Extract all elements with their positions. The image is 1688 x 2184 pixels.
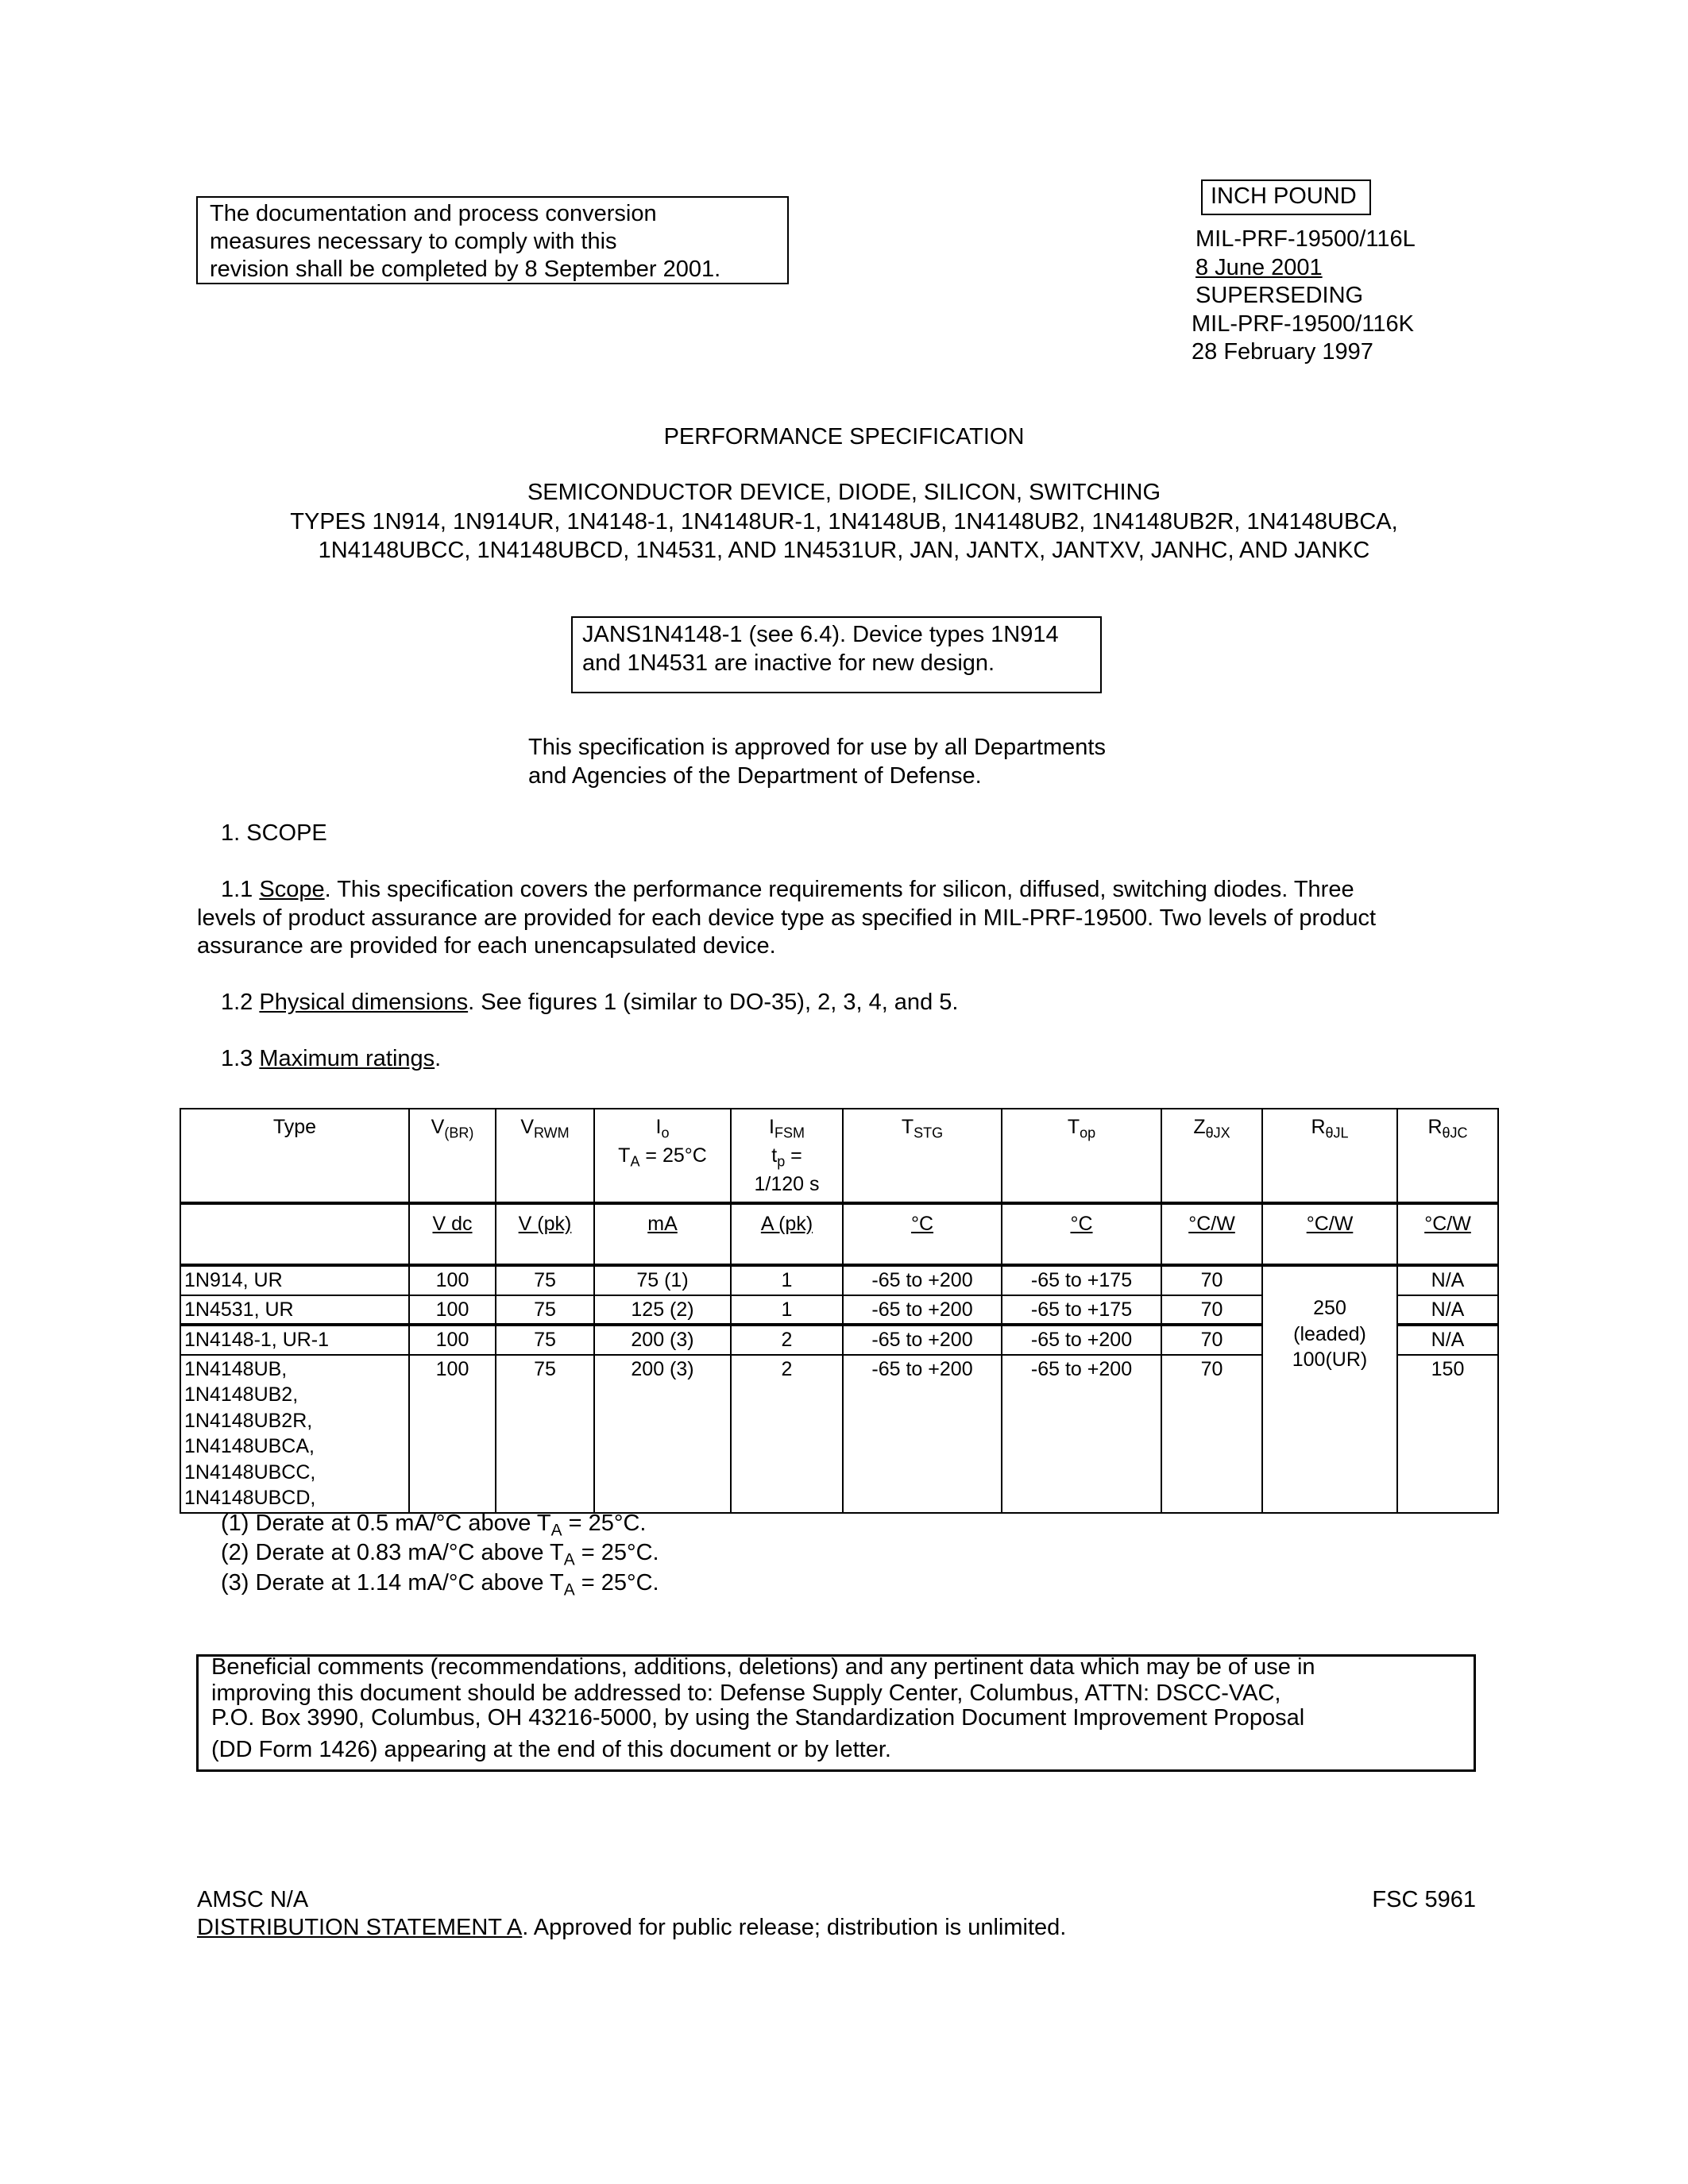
- type-cell: 1N4148-1, UR-1: [180, 1325, 409, 1355]
- conversion-notice-line: revision shall be completed by 8 September 2001.: [210, 257, 721, 282]
- vrwm-cell: 75: [496, 1295, 594, 1325]
- section-scope-heading: 1. SCOPE: [221, 820, 327, 846]
- unit-cell: °C/W: [1397, 1203, 1498, 1265]
- footnote: (2) Derate at 0.83 mA/°C above $T_A = 25^\circ C$.: [221, 1540, 659, 1569]
- header-r-theta-jl: $R_{\theta JL}$: [1262, 1109, 1397, 1203]
- paragraph-1-1: [221, 876, 1354, 904]
- type-cell: 1N4148UB, 1N4148UB2, 1N4148UB2R, 1N4148UBCA, 1N4148UBCC, 1N4148UBCD,: [180, 1355, 409, 1513]
- unit-cell: °C/W: [1262, 1203, 1397, 1265]
- type-cell: 1N914, UR: [180, 1265, 409, 1295]
- paragraph-1-1-line: levels of product assurance are provided for each device type as specified in MIL-PRF-19500. Two levels of product: [197, 905, 1377, 931]
- jans-notice-line: and 1N4531 are inactive for new design.: [582, 650, 995, 676]
- header-type: Type: [180, 1109, 409, 1203]
- distribution-statement: DISTRIBUTION STATEMENT A. Approved for public release; distribution is unlimited.: [197, 1915, 1067, 1940]
- paragraph-1-1-line: assurance are provided for each unencapsulated device.: [197, 933, 776, 959]
- fsc-label: FSC 5961: [1372, 1887, 1476, 1912]
- paragraph-text: . See figures 1 (similar to DO-35), 2, 3, 4, and 5.: [468, 990, 959, 1015]
- z-cell: 70: [1161, 1295, 1262, 1325]
- footnote: (1) Derate at 0.5 mA/°C above $T_A = 25^\circ C$.: [221, 1511, 647, 1540]
- ifsm-cell: 1: [731, 1265, 843, 1295]
- conversion-notice-line: The documentation and process conversion: [210, 201, 657, 226]
- title-line: 1N4148UBCC, 1N4148UBCD, 1N4531, AND 1N4531UR, JAN, JANTX, JANTXV, JANHC, AND JANKC: [318, 538, 1370, 563]
- top-cell: -65 to +200: [1002, 1325, 1161, 1355]
- z-cell: 70: [1161, 1325, 1262, 1355]
- unit-cell: mA: [594, 1203, 731, 1265]
- title-line: SEMICONDUCTOR DEVICE, DIODE, SILICON, SWITCHING: [527, 480, 1161, 505]
- z-cell: 70: [1161, 1355, 1262, 1513]
- rjc-cell: N/A: [1397, 1325, 1498, 1355]
- vbr-cell: 100: [409, 1325, 496, 1355]
- unit-cell: °C: [1002, 1203, 1161, 1265]
- vrwm-cell: 75: [496, 1325, 594, 1355]
- header-vbr: $V_{(BR)}$: [409, 1109, 496, 1203]
- unit-cell: °C: [843, 1203, 1002, 1265]
- table-row: [180, 1265, 1498, 1295]
- paragraph-text: . This specification covers the performance requirements for silicon, diffused, switching diodes. Three: [324, 877, 1354, 902]
- document-date: 8 June 2001: [1196, 255, 1323, 280]
- paragraph-title: Physical dimensions: [259, 990, 469, 1015]
- comments-line: (DD Form 1426) appearing at the end of this document or by letter.: [211, 1737, 891, 1762]
- top-cell: -65 to +175: [1002, 1265, 1161, 1295]
- document-id: MIL-PRF-19500/116L: [1196, 226, 1416, 252]
- ifsm-cell: 2: [731, 1325, 843, 1355]
- tstg-cell: -65 to +200: [843, 1295, 1002, 1325]
- paragraph-text: .: [435, 1046, 442, 1071]
- paragraph-number: 1.1: [221, 877, 260, 902]
- io-cell: 75 (1): [594, 1265, 731, 1295]
- page-heading: PERFORMANCE SPECIFICATION: [663, 424, 1025, 450]
- maximum-ratings-table: [180, 1108, 1499, 1514]
- header-vrwm: $V_{RWM}$: [496, 1109, 594, 1203]
- r-theta-jl-cell: 250 (leaded) 100(UR): [1262, 1265, 1397, 1513]
- conversion-notice-line: measures necessary to comply with this: [210, 229, 617, 254]
- table-units-row: [180, 1203, 1498, 1265]
- paragraph-1-2: [221, 989, 958, 1017]
- rjc-cell: N/A: [1397, 1265, 1498, 1295]
- tstg-cell: -65 to +200: [843, 1325, 1002, 1355]
- paragraph-title: Maximum ratings: [259, 1046, 435, 1071]
- approval-line: This specification is approved for use by all Departments: [528, 735, 1106, 760]
- superseded-document-id: MIL-PRF-19500/116K: [1192, 311, 1414, 337]
- ifsm-cell: 2: [731, 1355, 843, 1513]
- table-header-row: [180, 1109, 1498, 1203]
- comments-line: P.O. Box 3990, Columbus, OH 43216-5000, by using the Standardization Document Improvement Proposal: [211, 1705, 1305, 1731]
- approval-line: and Agencies of the Department of Defense.: [528, 763, 982, 789]
- rjc-cell: 150: [1397, 1355, 1498, 1513]
- io-cell: 200 (3): [594, 1325, 731, 1355]
- unit-cell: A (pk): [731, 1203, 843, 1265]
- unit-cell: [180, 1203, 409, 1265]
- superseding-label: SUPERSEDING: [1196, 283, 1364, 308]
- paragraph-number: 1.3: [221, 1046, 260, 1071]
- io-cell: 200 (3): [594, 1355, 731, 1513]
- top-cell: -65 to +175: [1002, 1295, 1161, 1325]
- superseded-document-date: 28 February 1997: [1192, 339, 1373, 365]
- footnote: (3) Derate at 1.14 mA/°C above $T_A = 25^\circ C$.: [221, 1570, 659, 1599]
- z-cell: 70: [1161, 1265, 1262, 1295]
- type-cell: 1N4531, UR: [180, 1295, 409, 1325]
- paragraph-title: Scope: [259, 877, 325, 902]
- io-cell: 125 (2): [594, 1295, 731, 1325]
- ifsm-cell: 1: [731, 1295, 843, 1325]
- vbr-cell: 100: [409, 1265, 496, 1295]
- title-line: TYPES 1N914, 1N914UR, 1N4148-1, 1N4148UR-1, 1N4148UB, 1N4148UB2, 1N4148UB2R, 1N4148UBCA,: [290, 509, 1398, 534]
- vrwm-cell: 75: [496, 1265, 594, 1295]
- top-cell: -65 to +200: [1002, 1355, 1161, 1513]
- header-io: $I_o$ $T_A = 25^\circ C$: [594, 1109, 731, 1203]
- amsc-label: AMSC N/A: [197, 1887, 309, 1912]
- header-r-theta-jc: $R_{\theta JC}$: [1397, 1109, 1498, 1203]
- unit-cell: V dc: [409, 1203, 496, 1265]
- header-z-thermal: $Z_{\theta JX}$: [1161, 1109, 1262, 1203]
- unit-cell: °C/W: [1161, 1203, 1262, 1265]
- header-top: $T_{op}$: [1002, 1109, 1161, 1203]
- paragraph-1-3: [221, 1045, 441, 1073]
- tstg-cell: -65 to +200: [843, 1265, 1002, 1295]
- tstg-cell: -65 to +200: [843, 1355, 1002, 1513]
- vbr-cell: 100: [409, 1355, 496, 1513]
- paragraph-number: 1.2: [221, 990, 260, 1015]
- header-ifsm: $I_{FSM}$ $t_p$ = 1/120 s: [731, 1109, 843, 1203]
- jans-notice-line: JANS1N4148-1 (see 6.4). Device types 1N914: [582, 622, 1059, 647]
- header-tstg: $T_{STG}$: [843, 1109, 1002, 1203]
- rjc-cell: N/A: [1397, 1295, 1498, 1325]
- vbr-cell: 100: [409, 1295, 496, 1325]
- comments-line: improving this document should be addressed to: Defense Supply Center, Columbus, ATTN: DSCC-VAC,: [211, 1680, 1281, 1706]
- comments-line: Beneficial comments (recommendations, additions, deletions) and any pertinent data which may be of use in: [211, 1654, 1315, 1680]
- unit-cell: V (pk): [496, 1203, 594, 1265]
- inch-pound-label: INCH POUND: [1211, 183, 1357, 209]
- vrwm-cell: 75: [496, 1355, 594, 1513]
